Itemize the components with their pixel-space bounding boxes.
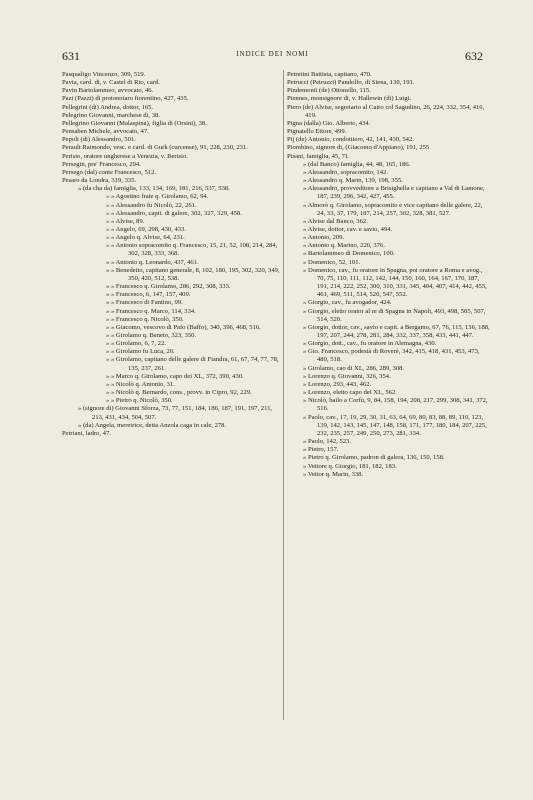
index-entry: Petretini Battista, capitano, 470. [287,71,372,78]
index-entry: » Lorenzo q. Giovanni, 326, 354. [303,372,391,380]
index-entry: Pisani, famiglia, 45, 71. [287,152,350,160]
index-entry: » Nicolò, bailo a Corfù, 9, 84, 158, 194, 208, 217, 299, 308, 341, 372, 516. [303,397,488,413]
index-entry: » Paolo, 142, 523. [303,438,351,446]
index-entry: » Gio. Francesco, podestà di Roverè, 342, 415, 418, 431, 453, 473, 480, 518. [303,348,480,364]
index-entry: Pesaro da Londra, 319, 335. [62,177,137,185]
index-entry: Pepoli (di) Alessandro, 501. [62,136,136,144]
index-entry: » » Francesco di Fantino, 99. [106,299,183,307]
index-entry: » (da cha da) famiglia, 133, 134, 169, 181, 216, 537, 538. [78,185,230,193]
index-entry: Piero (de) Alvise, segretario al Cairo col Sagudino, 26, 224, 332, 354, 416, 419. [287,103,485,119]
right-column [287,71,492,479]
index-entry: » Bartolammeo di Domenico, 100. [303,250,395,258]
index-entry: » Giorgio, dott., cav., fu oratore in Alemagna, 430. [303,340,437,348]
column-divider [283,70,284,720]
index-entry: » Alvise dal Banco, 362. [303,217,368,225]
index-entry: » Antonio, 209. [303,234,345,242]
index-entry: Pij (de) Antonio, condottiero, 42, 141, 430, 542. [287,136,414,144]
left-column [62,71,284,438]
index-entry: » Alessandro q. Marin, 139, 198, 355. [303,177,403,185]
index-entry: » Lorenzo, eletto capo dei XL, 562. [303,389,397,397]
index-entry: » (signore di) Giovanni Sforza, 73, 77, 151, 184, 186, 187, 191, 197, 211, 213, 431, 434, 504, 507. [78,405,273,421]
index-entry: » Domenico, cav., fu oratore in Spagna, poi oratore a Roma e avog., 70, 75, 110, 111, 112, 142, 144, 150, 160, 164, 167, 170, 187, 191, 214, 222, 252, 300, 310, 331, 345, 404, 407, 414, 442, 455, 461, 469, 511, 514, 520, 547, 552. [303,266,487,299]
index-entry: » Girolamo, cao di XL, 286, 289, 308. [303,364,405,372]
index-entry: » Giorgio, cav., fu avogador, 424. [303,299,392,307]
index-entry: Pignatello Ettore, 499. [287,128,347,136]
index-entry: » » Marco q. Girolamo, capo dei XL, 372, 390, 430. [106,372,244,380]
index-entry: » » Angelo, 69, 298, 430, 433. [106,225,187,233]
index-entry: » Paolo, cav., 17, 19, 29, 30, 31, 63, 64, 69, 80, 83, 88, 89, 110, 123, 139, 142, 143, 145, 147, 148, 158, 171, 177, 180, 184, 207, 225, 232, 235, 257, 249, 250, 273, 281, 334. [303,413,487,437]
index-entry: » » Alvise, 89. [106,217,145,225]
index-entry: » Giorgio, eletto orator al re di Spagna in Napoli, 493, 498, 505, 507, 514, 520. [303,307,486,323]
index-entry: » » Benedetto, capitano generale, 8, 102, 180, 195, 302, 320, 349, 350, 420, 512, 538. [106,266,280,282]
index-entry: Persegin, pre' Francesco, 294. [62,160,141,168]
index-entry: » » Antonio sopracomito q. Francesco, 15, 21, 52, 108, 214, 284, 302, 328, 333, 368. [106,242,278,258]
index-entry: » » Francesco q. Girolamo, 286, 292, 308, 333. [106,283,231,291]
index-entry: » » Alessandro fu Nicolò, 22, 261. [106,201,197,209]
index-entry: Perault Raimondo, vesc. e card. di Gurk (curcense), 91, 228, 230, 231. [62,144,248,152]
index-entry: » » Giacomo, vescovo di Pafo (Baffo), 340, 396, 468, 516. [106,323,261,331]
index-entry: » Lorenzo, 293, 443, 462. [303,380,372,388]
index-entry: Pellegrini (di) Andrea, dottor, 165. [62,103,154,111]
index-entry: » » Pietro q. Nicolò, 350. [106,397,173,405]
index-entry: Pasqualigo Vincenzo, 309, 519. [62,71,146,78]
index-entry: Pavia, card. di, v. Castel di Rio, card. [62,79,160,87]
index-entry: » Giorgio, dottor, cav., savio e capit. a Bergamo, 67, 76, 115, 136, 188, 197, 207, 244, 278, 281, 284, 332, 337, 358, 433, 441, 447. [303,323,490,339]
index-entry: Pavin Bartolammeo, avvocato, 46. [62,87,154,95]
page-number-left: 631 [62,49,80,63]
page-header [62,49,483,63]
index-entry: » » Agostino frate q. Girolamo, 62, 94. [106,193,209,201]
index-entry: » » Nicolò q. Antonio, 31. [106,380,175,388]
index-entry: » » Angelo q. Alvise, 64, 231. [106,234,185,242]
index-entry: » » Girolamo fu Luca, 20. [106,348,175,356]
index-entry: » Pietro q. Girolamo, padron di galera, 136, 150, 158. [303,454,445,462]
index-entry: » (da) Angela, meretrice, detta Anzola caga in cale, 278. [78,421,227,429]
index-entry: » Alessandro, provveditore a Brisighella e capitano a Val di Lamone, 187, 239, 296, 342, 427, 455. [303,185,485,201]
index-entry: » Almorò q. Girolamo, sopracomito e vice capitano delle galere, 22, 24, 33, 37, 179, 187, 214, 257, 302, 328, 381, 527. [303,201,483,217]
index-entry: » » Francesco, 6, 147, 157, 409. [106,291,191,299]
index-entry: Piennes, monsignore di, v. Hallewin (di) Luigi. [287,95,412,103]
index-entry: Pigna (dalla) Gio. Alberto, 434. [287,119,371,127]
index-entry: » Alvise, dottor, cav. e savio, 494. [303,225,393,233]
index-entry: » » Girolamo, capitano delle galere di Fiandra, 61, 67, 74, 77, 78, 135, 237, 261. [106,356,279,372]
index-entry: Pazi (Pazzi) di protonotaro fiorentino, 427, 435. [62,95,189,103]
index-entry: » » Francesco q. Nicolò, 350. [106,315,184,323]
index-entry: Petriani, ladro, 47. [62,429,111,437]
index-entry: Perisio, oratore ungherese a Venezia, v. Berisio. [62,152,188,160]
index-entry: Pelegrino Giovanni, marchese di, 38. [62,111,160,119]
index-entry: » (dal Banco) famiglia, 44, 48, 165, 186. [303,160,411,168]
index-entry: Petrucci (Petruzzi) Pandolfo, di Siena, 130, 191. [287,79,415,87]
index-entry: » » Francesco q. Marco, 114, 334. [106,307,196,315]
index-entry: » Antonio q. Marino, 226, 376. [303,242,385,250]
index-entry: » Pietro, 157. [303,446,339,454]
index-entry: » Domenico, 52, 101. [303,258,361,266]
index-entry: Pensaben Michele, avvocato, 47. [62,128,149,136]
index-entry: » » Alessandro, capit. di galere, 302, 327, 329, 458. [106,209,242,217]
index-entry: Persego (dal) conte Francesco, 512. [62,168,157,176]
index-entry: » » Girolamo q. Beneto, 323, 350. [106,332,197,339]
index-entry: » Vettore q. Giorgio, 181, 182, 183. [303,462,397,470]
page-number-right: 632 [465,49,483,63]
page-title: INDICE DEI NOMI [236,50,309,58]
index-entry: » Vettor q. Marin, 338. [303,470,364,478]
index-entry: » » Antonio q. Leonardo, 437, 461. [106,258,199,266]
index-entry: » Alessandro, sopracomito, 142. [303,168,388,176]
index-entry: Pindemonti (de) Ottonello, 115. [287,87,371,95]
index-entry: » » Nicolò q. Bernardo, cons., provv. in Cipro, 92, 229. [106,389,252,397]
index-entry: Pellegrino Giovanni (Malaspina), figlia di (Orsini), 38. [62,119,207,127]
index-entry: Piombino, signore di, (Giacomo d'Appiano), 191, 255 [287,144,430,152]
index-entry: » » Girolamo, 6, 7, 22. [106,340,166,348]
